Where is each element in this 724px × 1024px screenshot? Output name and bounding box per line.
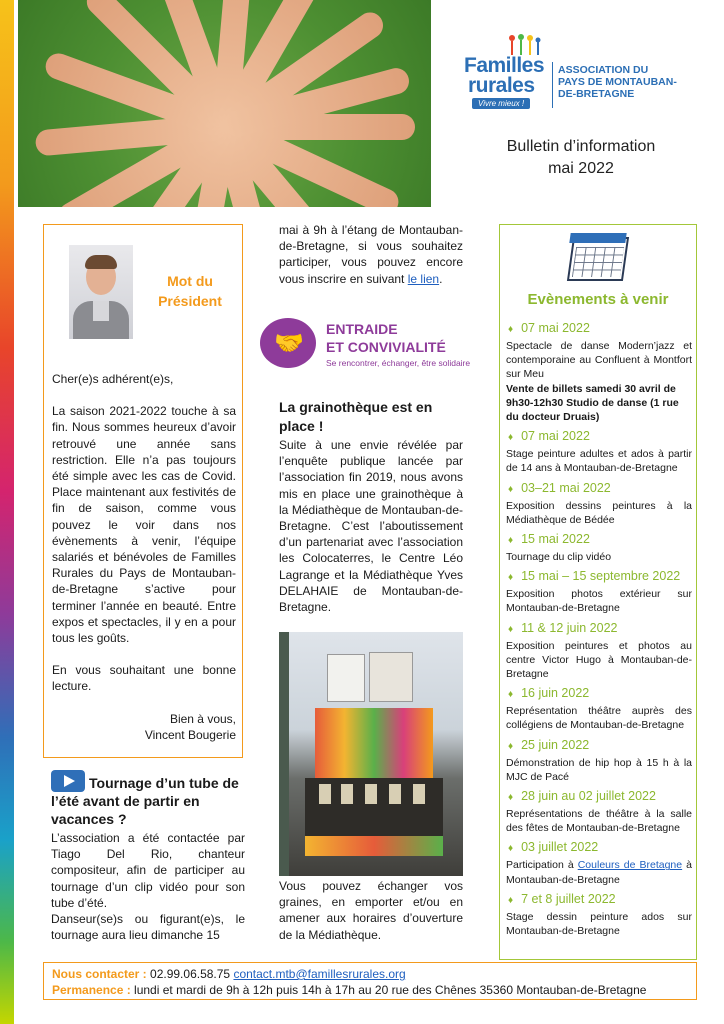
permanence-text: lundi et mardi de 9h à 12h puis 14h à 17h au 20 rue des Chênes 35360 Montauban-de-Bretagne	[134, 983, 647, 997]
event-item	[506, 787, 692, 835]
president-message-box	[43, 224, 243, 758]
event-item	[506, 319, 692, 424]
event-description: Exposition photos extérieur sur Montauban-de-Bretagne	[506, 588, 692, 615]
event-description: Exposition peintures et photos au centre Victor Hugo à Montauban-de-Bretagne	[506, 639, 692, 681]
event-description: Spectacle de danse Modern’jazz et contemporaine au Confluent à Montfort sur Meu	[506, 340, 692, 381]
president-paragraph-1: La saison 2021-2022 touche à sa fin. Nous sommes heureux d’avoir retrouvé une année sans restriction. Elle n’a pas toujours été simple avec les cas de Covid. Place maintenant aux festivités de fin de saison, comme vous pouvez le voir dans nos évènements à venir, l’équipe salariés et bénévoles de Familles Rurales du Pays de Montauban-de-Bretagne s’active pour terminer l’année en beauté. Entre expos et spectacles, il y en a pour tous les goûts.	[52, 404, 236, 646]
event-item	[506, 427, 692, 475]
event-description: Tournage du clip vidéo	[506, 551, 612, 564]
logo-word-rurales: rurales	[468, 74, 535, 97]
event-date: ♦ 15 mai – 15 septembre 2022	[506, 567, 692, 587]
hero-hands-photo	[18, 0, 431, 207]
phone-number: 02.99.06.58.75	[150, 967, 231, 981]
event-item	[506, 890, 692, 938]
salutation: Cher(e)s adhérent(e)s,	[52, 372, 174, 386]
footer-permanence-line	[52, 982, 688, 998]
event-item	[506, 684, 692, 732]
event-extra: Vente de billets samedi 30 avril de 9h30-12h30 Studio de danse (1 rue du docteur Druais)	[506, 382, 679, 424]
event-date: ♦ 03–21 mai 2022	[506, 479, 692, 499]
inscription-link[interactable]: le lien	[407, 271, 440, 286]
bulletin-heading	[470, 136, 692, 180]
grainotheque-caption: Vous pouvez échanger vos graines, en emporter et/ou en amener aux horaires d’ouverture de la Médiathèque.	[279, 879, 463, 942]
entraide-subtitle: Se rencontrer, échanger, être solidaire	[326, 358, 471, 368]
email-link[interactable]: contact.mtb@famillesrurales.org	[233, 967, 406, 981]
event-description: Exposition dessins peintures à la Médiathèque de Bédée	[506, 499, 692, 526]
bulletin-date: mai 2022	[548, 160, 614, 177]
logo-tagline: Vivre mieux !	[472, 98, 530, 109]
play-video-icon	[51, 770, 85, 792]
event-date: ♦ 03 juillet 2022	[506, 838, 692, 858]
event-item	[506, 619, 692, 682]
events-box	[499, 224, 697, 960]
grainotheque-photo	[279, 632, 463, 876]
tournage-paragraph-1: L’association a été contactée par Tiago Del Rio, chanteur compositeur, afin de participer au tournage d’un clip vidéo pour son tube d’été.	[51, 831, 245, 910]
event-date: ♦ 07 mai 2022	[506, 427, 692, 447]
events-title: Evènements à venir	[527, 291, 669, 308]
rainbow-side-stripe	[0, 0, 14, 1024]
event-description: Participation à Couleurs de Bretagne à Montauban-de-Bretagne	[506, 859, 693, 886]
event-description: Démonstration de hip hop à 15 h à la MJC de Pacé	[506, 756, 692, 783]
event-date: ♦ 16 juin 2022	[506, 684, 692, 704]
president-heading: Mot du Président	[158, 273, 222, 309]
grainotheque-title: La grainothèque est en place !	[279, 399, 433, 434]
event-date: ♦ 28 juin au 02 juillet 2022	[506, 787, 692, 807]
entraide-banner	[260, 318, 500, 374]
event-date: ♦ 25 juin 2022	[506, 736, 692, 756]
president-signature: Vincent Bougerie	[144, 727, 236, 742]
permanence-label: Permanence :	[52, 983, 131, 997]
bulletin-title: Bulletin d’information	[506, 138, 656, 155]
event-description: Stage dessin peinture ados sur Montauban-de-Bretagne	[506, 910, 692, 938]
grainotheque-text: Suite à une envie révélée par l’enquête publique lancée par l’association fin 2019, nous avons mis en place une grainothèque à la Médiathèque de Montauban-de-Bretagne. C’est l’aboutissement d’un partenariat avec l’association les Colocaterres, le Centre Léo Lagrange et la Médiathèque Yves DELAHAIE de Montauban-de-Bretagne.	[279, 438, 463, 615]
association-name: ASSOCIATION DU PAYS DE MONTAUBAN- DE-BRETAGNE	[558, 64, 677, 100]
event-date: ♦ 15 mai 2022	[506, 530, 692, 550]
logo-divider	[552, 62, 553, 108]
tournage-continued-text: mai à 9h à l’étang de Montauban-de-Bretagne, si vous souhaitez participer, vous pouvez encore vous inscrire en suivant le lien.	[279, 223, 463, 286]
event-date: ♦ 7 et 8 juillet 2022	[506, 890, 692, 910]
event-item	[506, 736, 692, 784]
footer-contact-box	[43, 962, 697, 1000]
tournage-paragraph-2: Danseur(se)s ou figurant(e)s, le tournage aura lieu dimanche 15	[51, 912, 245, 943]
president-photo	[69, 245, 133, 339]
event-date: ♦ 11 & 12 juin 2022	[506, 619, 692, 639]
event-item	[506, 838, 692, 886]
logo-figures-icon	[504, 34, 544, 56]
event-description: Stage peinture adultes et ados à partir de 14 ans à Montauban-de-Bretagne	[506, 448, 692, 475]
event-item	[506, 479, 692, 527]
logo-word-familles: Familles	[464, 54, 545, 77]
events-list	[506, 319, 692, 941]
president-text	[52, 371, 236, 743]
tournage-title: Tournage d’un tube de l’été avant de partir en vacances ?	[51, 770, 245, 828]
event-item	[506, 567, 692, 615]
contact-label: Nous contacter :	[52, 967, 147, 981]
footer-contact-line	[52, 966, 688, 982]
entraide-title: ENTRAIDE ET CONVIVIALITÉ	[326, 321, 446, 355]
familles-rurales-logo	[462, 34, 692, 114]
tournage-section	[43, 770, 245, 943]
couleurs-de-bretagne-link[interactable]: Couleurs de Bretagne	[577, 859, 683, 872]
event-description: Représentations de théâtre à la salle des fêtes de Montauban-de-Bretagne	[506, 808, 692, 835]
event-date: ♦ 07 mai 2022	[506, 319, 692, 339]
event-description: Représentation théâtre auprès des collégiens de Montauban-de-Bretagne	[506, 705, 692, 732]
event-item	[506, 530, 692, 564]
handshake-icon	[260, 318, 316, 368]
calendar-icon	[564, 229, 632, 287]
president-paragraph-2: En vous souhaitant une bonne lecture.	[52, 663, 236, 694]
president-closing: Bien à vous,	[169, 711, 236, 726]
